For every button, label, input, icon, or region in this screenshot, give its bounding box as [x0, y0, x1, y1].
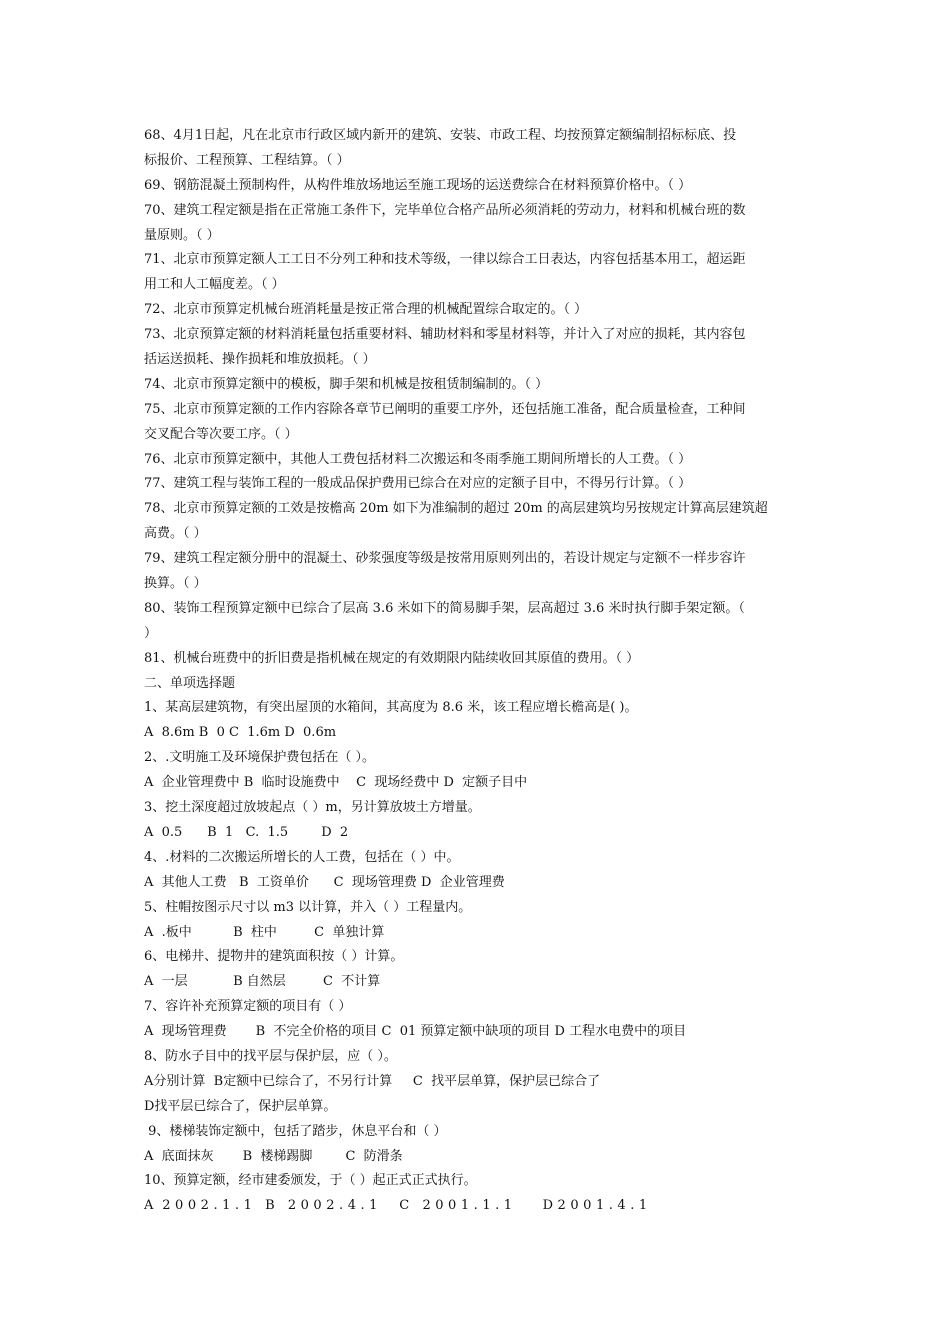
document-body — [144, 124, 812, 1219]
question-line: 9、楼梯装饰定额中，包括了踏步，休息平台和（ ） — [144, 1123, 447, 1139]
options-line: A分别计算 B定额中已综合了，不另行计算 C 找平层单算，保护层已综合了 — [144, 1073, 601, 1089]
text-line: 73、北京预算定额的材料消耗量包括重要材料、辅助材料和零星材料等，并计入了对应的损耗，其内容包 — [144, 327, 746, 343]
text-line: 79、建筑工程定额分册中的混凝土、砂浆强度等级是按常用原则列出的，若设计规定与定额不一样步容许 — [144, 551, 746, 567]
section-heading: 二、单项选择题 — [144, 675, 236, 691]
text-line: 71、北京市预算定额人工工日不分列工种和技术等级，一律以综合工日表达，内容包括基本用工，超运距 — [144, 252, 746, 268]
options-line: A .板中 B 柱中 C 单独计算 — [144, 924, 385, 940]
text-line: 68、4月1日起，凡在北京市行政区域内新开的建筑、安装、市政工程、均按预算定额编制招标标底、投 — [144, 128, 737, 143]
question-line: 1、某高层建筑物，有突出屋顶的水箱间，其高度为 8.6 米，该工程应增长檐高是( )。 — [144, 700, 638, 716]
question-line: 8、防水子目中的找平层与保护层，应（ ）。 — [144, 1048, 397, 1064]
text-line: 括运送损耗、操作损耗和堆放损耗。（ ） — [144, 352, 376, 368]
text-line: 76、北京市预算定额中，其他人工费包括材料二次搬运和冬雨季施工期间所增长的人工费。（ ） — [144, 451, 692, 467]
text-line: 75、北京市预算定额的工作内容除各章节已阐明的重要工序外，还包括施工准备，配合质量检查，工种间 — [144, 401, 746, 417]
text-line: 70、建筑工程定额是指在正常施工条件下，完毕单位合格产品所必须消耗的劳动力，材料和机械台班的数 — [144, 202, 746, 218]
options-line: A 现场管理费 B 不完全价格的项目 C 01 预算定额中缺项的项目 D 工程水电费中的项目 — [144, 1024, 687, 1040]
options-line: D找平层已综合了，保护层单算。 — [144, 1098, 337, 1114]
text-line: 量原则。（ ） — [144, 227, 220, 243]
question-line: 3、挖土深度超过放坡起点（ ）m，另计算放坡土方增量。 — [144, 800, 481, 816]
text-line: 77、建筑工程与装饰工程的一般成品保护费用已综合在对应的定额子目中，不得另行计算。（ ） — [144, 476, 692, 492]
text-line: 72、北京市预算定机械台班消耗量是按正常合理的机械配置综合取定的。（ ） — [144, 302, 588, 318]
text-line: 标报价、工程预算、工程结算。（ ） — [144, 152, 350, 168]
text-line: 交叉配合等次要工序。（ ） — [144, 426, 298, 442]
question-line: 10、预算定额，经市建委颁发，于（ ）起正式正式执行。 — [144, 1173, 477, 1189]
text-line: ） — [144, 625, 158, 641]
text-line: 用工和人工幅度差。（ ） — [144, 277, 285, 293]
options-line: A 8.6m B 0 C 1.6m D 0.6m — [144, 725, 337, 741]
question-line: 4、.材料的二次搬运所增长的人工费，包括在（ ）中。 — [144, 849, 460, 865]
text-line: 81、机械台班费中的折旧费是指机械在规定的有效期限内陆续收回其原值的费用。（ ） — [144, 650, 640, 666]
text-line: 69、钢筋混凝土预制构件，从构件堆放场地运至施工现场的运送费综合在材料预算价格中。（ ） — [144, 177, 692, 193]
text-line: 80、装饰工程预算定额中已综合了层高 3.6 米如下的简易脚手架，层高超过 3.6 米时执行脚手架定额。（ — [144, 600, 745, 616]
question-line: 2、.文明施工及环境保护费包括在（ ）。 — [144, 750, 376, 766]
text-line: 74、北京市预算定额中的模板，脚手架和机械是按租赁制编制的。（ ） — [144, 376, 549, 392]
text-line: 换算。（ ） — [144, 576, 207, 592]
options-line: A 底面抹灰 B 楼梯踢脚 C 防滑条 — [144, 1148, 403, 1164]
question-line: 7、容许补充预算定额的项目有（ ） — [144, 999, 352, 1015]
text-line: 高费。（ ） — [144, 526, 207, 542]
options-line: A 其他人工费 B 工资单价 C 现场管理费 D 企业管理费 — [144, 874, 505, 890]
text-line: 78、北京市预算定额的工效是按檐高 20m 如下为准编制的超过 20m 的高层建筑均另按规定计算高层建筑超 — [144, 501, 768, 517]
question-line: 6、电梯井、提物井的建筑面积按（ ）计算。 — [144, 949, 404, 965]
options-line: A 企业管理费中 B 临时设施费中 C 现场经费中 D 定额子目中 — [144, 775, 528, 791]
options-line: A 一层 B 自然层 C 不计算 — [144, 974, 381, 990]
question-line: 5、柱帽按图示尺寸以 m3 以计算，并入（ ）工程量内。 — [144, 899, 472, 915]
options-line: A 0.5 B 1 C. 1.5 D 2 — [144, 824, 349, 840]
options-line: A 2 0 0 2 . 1 . 1 B 2 0 0 2 . 4 . 1 C 2 0 0 1 . 1 . 1 D 2 0 0 1 . 4 . 1 — [144, 1198, 648, 1214]
